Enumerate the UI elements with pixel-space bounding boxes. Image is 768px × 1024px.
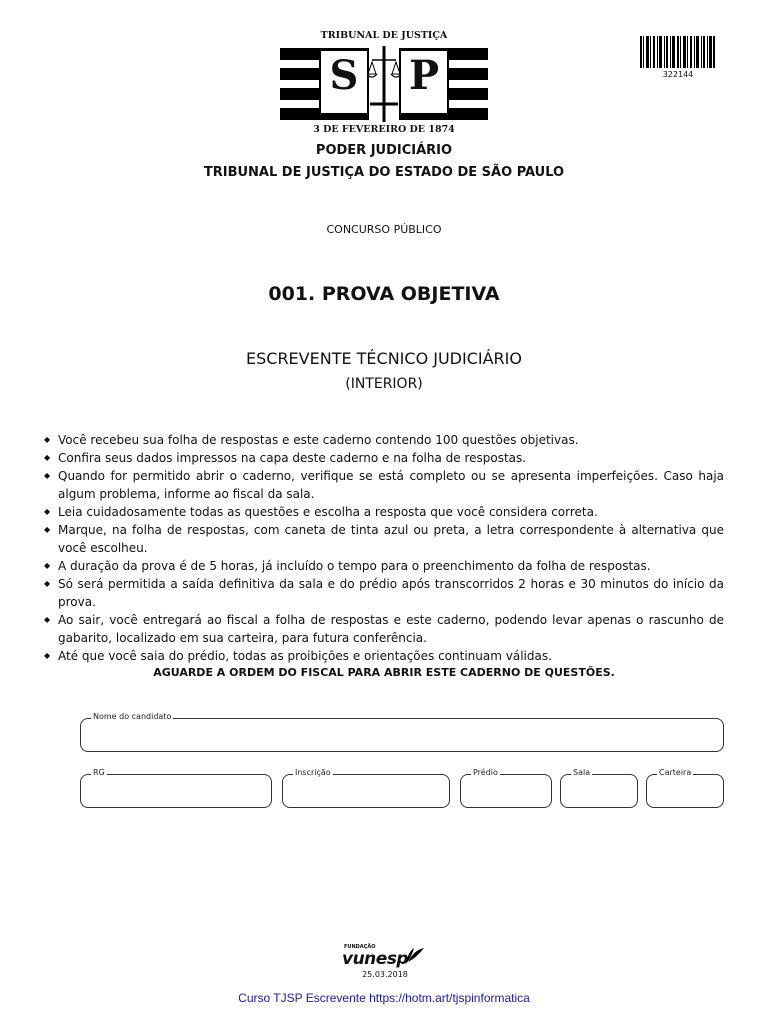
- header-line-2: TRIBUNAL DE JUSTIÇA DO ESTADO DE SÃO PAULO: [203, 165, 565, 180]
- court-seal: [280, 30, 488, 136]
- instruction-item: ◆ A duração da prova é de 5 horas, já incluído o tempo para o preenchimento da folha de respostas.: [44, 557, 724, 575]
- barcode-number: 322144: [662, 70, 694, 79]
- leaf-icon: [402, 944, 426, 966]
- instruction-item: ◆ Quando for permitido abrir o caderno, verifique se está completo ou se apresenta imperfeições. Caso haja algum problema, informe ao fiscal da sala.: [44, 467, 724, 503]
- barcode-icon: [640, 36, 716, 68]
- exam-title: 001. PROVA OBJETIVA: [268, 283, 500, 305]
- exam-region: (INTERIOR): [345, 376, 423, 392]
- seal-top-text: TRIBUNAL DE JUSTIÇA: [320, 30, 448, 41]
- candidate-name-field[interactable]: [80, 712, 724, 752]
- instruction-item: ◆ Só será permitida a saída definitiva da sala e do prédio após transcorridos 2 horas e 30 minutos do início da prova.: [44, 575, 724, 611]
- instruction-item: ◆ Marque, na folha de respostas, com caneta de tinta azul ou preta, a letra correspondente à alternativa que você escolheu.: [44, 521, 724, 557]
- instruction-item: ◆ Até que você saia do prédio, todas as proibições e orientações continuam válidas.: [44, 647, 724, 665]
- vunesp-brand: vunesp: [342, 949, 409, 969]
- predio-field[interactable]: [460, 768, 552, 808]
- sala-field[interactable]: [560, 768, 638, 808]
- sala-label: Sala: [573, 768, 591, 777]
- seal-emblem-icon: [280, 44, 488, 124]
- footer-link[interactable]: Curso TJSP Escrevente https://hotm.art/tjspinformatica: [238, 991, 530, 1005]
- seal-letter-p: P: [408, 52, 440, 99]
- instruction-item: ◆ Ao sair, você entregará ao fiscal a folha de respostas e este caderno, podendo levar apenas o rascunho de gabarito, localizado em sua carteira, para futura conferência.: [44, 611, 724, 647]
- carteira-label: Carteira: [659, 768, 692, 777]
- rg-label: RG: [93, 768, 105, 777]
- rg-field[interactable]: [80, 768, 272, 808]
- predio-label: Prédio: [473, 768, 498, 777]
- header-line-1: PODER JUDICIÁRIO: [315, 143, 453, 158]
- carteira-field[interactable]: [646, 768, 724, 808]
- instruction-item: ◆ Você recebeu sua folha de respostas e este caderno contendo 100 questões objetivas.: [44, 431, 724, 449]
- instruction-item: ◆ Confira seus dados impressos na capa deste caderno e na folha de respostas.: [44, 449, 724, 467]
- date-text: 25.03.2018: [362, 970, 408, 979]
- candidate-name-label: Nome do candidato: [93, 712, 172, 721]
- notice-text: AGUARDE A ORDEM DO FISCAL PARA ABRIR ESTE CADERNO DE QUESTÕES.: [153, 666, 615, 679]
- inscricao-label: Inscrição: [295, 768, 331, 777]
- seal-letter-s: S: [329, 52, 359, 99]
- exam-type: CONCURSO PÚBLICO: [326, 223, 442, 236]
- instructions-list: [44, 431, 724, 665]
- fundacao-label: FUNDAÇÃO: [344, 944, 376, 950]
- seal-bottom-text: 3 DE FEVEREIRO DE 1874: [313, 124, 455, 135]
- exam-position: ESCREVENTE TÉCNICO JUDICIÁRIO: [246, 349, 522, 368]
- instruction-item: ◆ Leia cuidadosamente todas as questões e escolha a resposta que você considera correta.: [44, 503, 724, 521]
- inscricao-field[interactable]: [282, 768, 450, 808]
